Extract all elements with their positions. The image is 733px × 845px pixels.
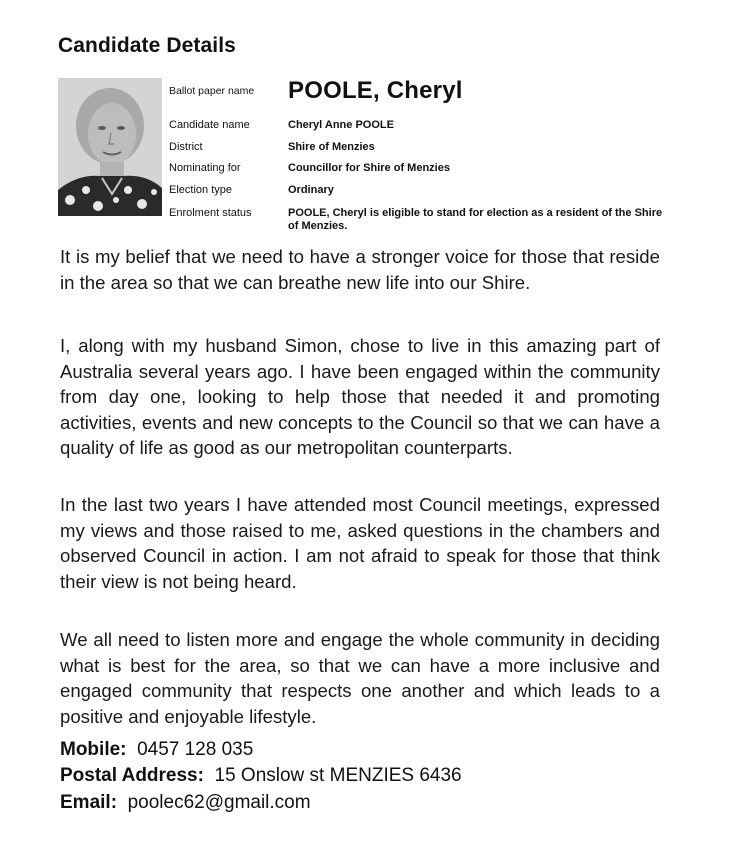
mobile-value: 0457 128 035	[137, 739, 254, 760]
district-value: Shire of Menzies	[288, 141, 375, 153]
ballot-paper-name-label: Ballot paper name	[169, 85, 255, 97]
email-value: poolec62@gmail.com	[127, 792, 311, 813]
election-type-value: Ordinary	[288, 184, 334, 196]
mobile-label: Mobile:	[60, 739, 127, 760]
portrait-icon	[58, 78, 162, 216]
nominating-for-label: Nominating for	[169, 162, 241, 174]
postal-address-line	[60, 763, 462, 789]
statement-paragraph-3: In the last two years I have attended most Council meetings, expressed my views and those raised to me, asked questions in the chambers and observed Council in action. I am not afraid to speak for those that think their view is not being heard.	[60, 494, 660, 592]
election-type-label: Election type	[169, 184, 232, 196]
mobile-line	[60, 737, 253, 763]
enrolment-status-label: Enrolment status	[169, 207, 252, 219]
district-label: District	[169, 141, 203, 153]
page-title: Candidate Details	[58, 34, 236, 57]
candidate-photo	[58, 78, 162, 216]
statement-paragraph-4: We all need to listen more and engage the whole community in deciding what is best for the area, so that we can have a more inclusive and engaged community that respects one another and which leads to a positive and enjoyable lifestyle.	[60, 629, 660, 727]
nominating-for-value: Councillor for Shire of Menzies	[288, 162, 450, 174]
candidate-name: Cheryl Anne POOLE	[288, 119, 394, 131]
postal-address-value: 15 Onslow st MENZIES 6436	[214, 765, 462, 786]
statement-paragraph-2: I, along with my husband Simon, chose to live in this amazing part of Australia several years ago. I have been engaged within the community from day one, looking to help those that needed it and promoting activities, events and new concepts to the Council so that we can have a quality of life as good as our metropolitan counterparts.	[60, 335, 660, 458]
candidate-name-label: Candidate name	[169, 119, 250, 131]
statement-paragraph-1: It is my belief that we need to have a stronger voice for those that reside in the area so that we can breathe new life into our Shire.	[60, 246, 660, 293]
email-label: Email:	[60, 792, 118, 813]
email-line	[60, 790, 311, 816]
ballot-paper-name: POOLE, Cheryl	[288, 77, 463, 104]
postal-address-label: Postal Address:	[60, 765, 204, 786]
enrolment-status-value: POOLE, Cheryl is eligible to stand for election as a resident of the Shire of Menzies.	[288, 207, 663, 232]
